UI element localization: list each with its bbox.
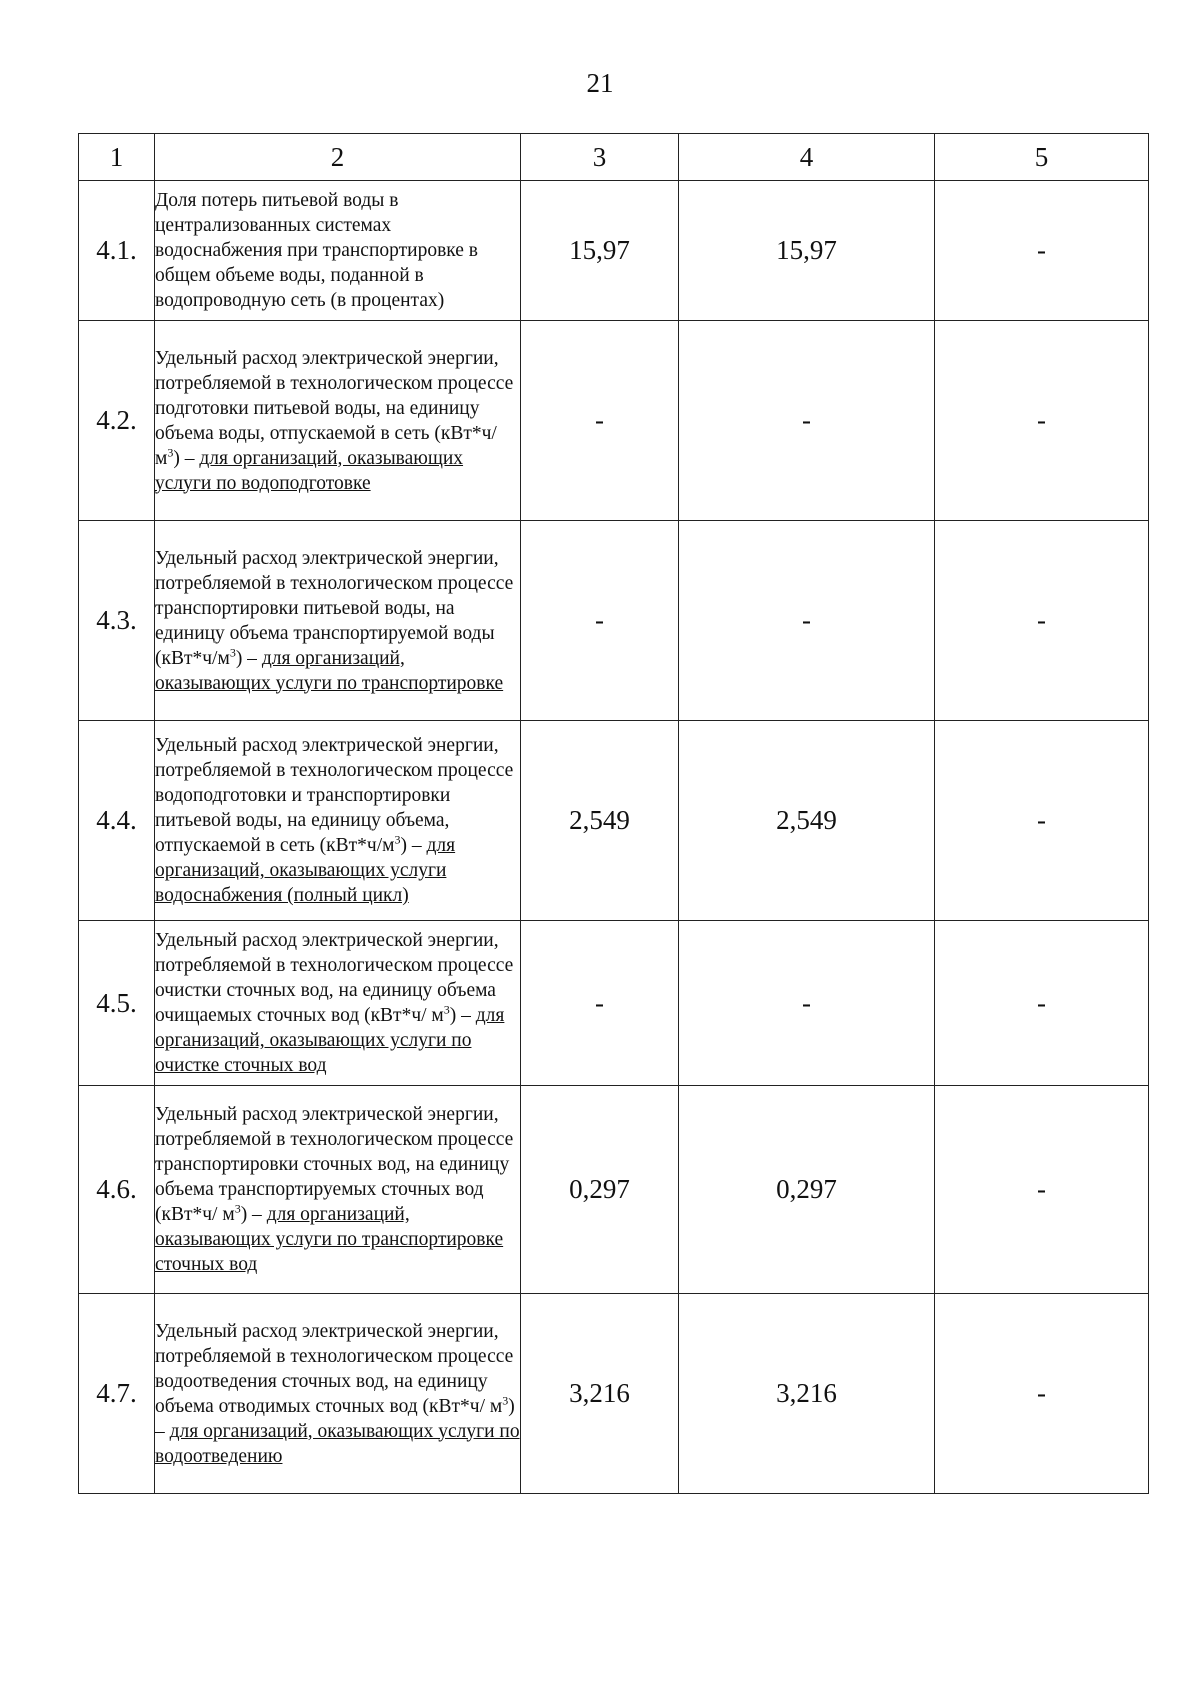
column-header-1: 1 [79,134,155,181]
row-number: 4.4. [79,721,155,921]
value-col3: 2,549 [521,721,679,921]
row-number: 4.7. [79,1294,155,1494]
unit-tail: ) – [240,1204,267,1225]
table-row [79,521,1149,721]
value-col4: 15,97 [679,181,935,321]
indicator-text: Удельный расход электрической энергии, потребляемой в технологическом процессе транспортировки сточных вод, на единицу объема транспортируемых сточных вод (кВт*ч/ м [155,1104,514,1225]
column-header-3: 3 [521,134,679,181]
value-col4: - [679,321,935,521]
row-number: 4.6. [79,1086,155,1294]
value-col3: - [521,921,679,1086]
value-col3: 0,297 [521,1086,679,1294]
value-col4: 2,549 [679,721,935,921]
indicator-description [155,321,521,521]
indicator-description [155,921,521,1086]
header-row [79,134,1149,181]
row-number: 4.3. [79,521,155,721]
row-number: 4.5. [79,921,155,1086]
organization-scope: для организаций, оказывающих услуги по водоподготовке [155,447,464,494]
value-col5: - [935,1294,1149,1494]
value-col4: - [679,521,935,721]
table-row [79,921,1149,1086]
value-col5: - [935,921,1149,1086]
indicator-description [155,1086,521,1294]
indicator-text: Удельный расход электрической энергии, потребляемой в технологическом процессе водоотведения сточных вод, на единицу объема отводимых сточных вод (кВт*ч/ м [155,1320,514,1417]
value-col5: - [935,321,1149,521]
indicator-text: Удельный расход электрической энергии, потребляемой в технологическом процессе очистки сточных вод, на единицу объема очищаемых сточных вод (кВт*ч/ м [155,930,514,1026]
indicator-text: Доля потерь питьевой воды в централизованных системах водоснабжения при транспортировке в общем объеме воды, поданной в водопроводную сеть (в процентах) [155,190,479,311]
indicator-text: Удельный расход электрической энергии, потребляемой в технологическом процессе водоподготовки и транспортировки питьевой воды, на единицу объема, отпускаемой в сеть (кВт*ч/м [155,735,514,856]
unit-tail: ) – [173,447,200,469]
row-number: 4.1. [79,181,155,321]
table-row [79,321,1149,521]
value-col3: 15,97 [521,181,679,321]
value-col3: 3,216 [521,1294,679,1494]
value-col3: - [521,321,679,521]
value-col4: 3,216 [679,1294,935,1494]
column-header-5: 5 [935,134,1149,181]
organization-scope: для организаций, оказывающих услуги водоснабжения (полный цикл) [155,835,456,906]
indicator-text: Удельный расход электрической энергии, потребляемой в технологическом процессе подготовки питьевой воды, на единицу объема воды, отпускаемой в сеть (кВт*ч/м [155,347,514,469]
indicator-description [155,521,521,721]
value-col5: - [935,721,1149,921]
page-number: 21 [586,68,614,98]
organization-scope: для организаций, оказывающих услуги по очистке сточных вод [155,1005,505,1076]
indicator-description [155,721,521,921]
unit-superscript: 3 [234,1201,241,1216]
column-header-2: 2 [155,134,521,181]
indicators-table [78,133,1149,1494]
organization-scope: для организаций, оказывающих услуги по водоотведению [155,1420,520,1467]
unit-superscript: 3 [167,445,174,459]
unit-tail: ) – [400,835,427,856]
table-row [79,721,1149,921]
value-col5: - [935,521,1149,721]
indicator-text: Удельный расход электрической энергии, потребляемой в технологическом процессе транспортировки питьевой воды, на единицу объема транспортируемой воды (кВт*ч/м [155,547,514,669]
value-col5: - [935,1086,1149,1294]
unit-superscript: 3 [394,832,401,847]
value-col4: - [679,921,935,1086]
indicator-description [155,1294,521,1494]
unit-tail: ) – [449,1005,476,1026]
unit-superscript: 3 [229,645,236,659]
row-number: 4.2. [79,321,155,521]
unit-tail: ) – [155,1395,515,1442]
unit-tail: ) – [235,647,262,669]
value-col5: - [935,181,1149,321]
table-row [79,181,1149,321]
value-col4: 0,297 [679,1086,935,1294]
unit-superscript: 3 [502,1393,509,1407]
organization-scope: для организаций, оказывающих услуги по транспортировке [155,647,504,694]
column-header-4: 4 [679,134,935,181]
table-row [79,1086,1149,1294]
indicator-description [155,181,521,321]
value-col3: - [521,521,679,721]
organization-scope: для организаций, оказывающих услуги по транспортировке сточных вод [155,1204,504,1275]
table-row [79,1294,1149,1494]
unit-superscript: 3 [443,1002,450,1017]
